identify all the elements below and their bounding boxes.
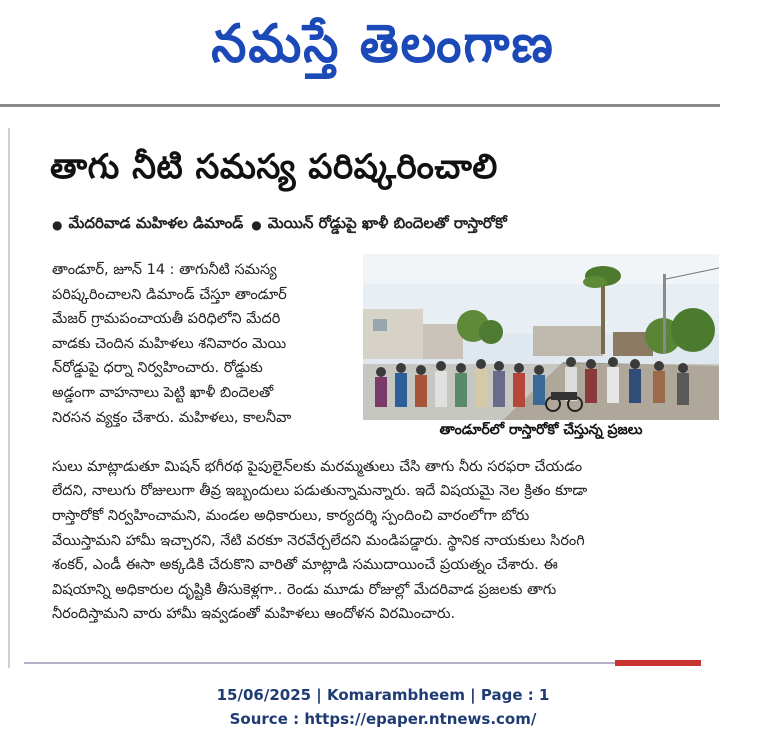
body-line: పరిష్కరించాలని డిమాండ్ చేస్తూ తాండూర్ [52, 286, 287, 303]
clip-border [8, 128, 10, 668]
body-line: రాస్తారోకో నిర్వహించామని, మండల అధికారులు, కార్యదర్శి స్పందించి వారంలోగా బోరు [52, 507, 530, 524]
masthead [0, 0, 766, 100]
footer-edition-info: 15/06/2025 | Komarambheem | Page : 1 [216, 686, 550, 704]
subhead-2: మెయిన్ రోడ్డుపై ఖాళీ బిందెలతో రాస్తారోకో [267, 214, 507, 232]
body-line: శంకర్, ఎండీ ఈసా అక్కడికి చేరుకొని వారితో మాట్లాడి సముదాయించే ప్రయత్నం చేశారు. ఈ [52, 557, 558, 574]
bottom-accent-bar [615, 660, 701, 666]
article-body-column [52, 258, 358, 430]
bullet-icon: ● [52, 218, 63, 232]
body-line: అడ్డంగా వాహనాలు పెట్టి ఖాళీ బిందెలతో [52, 384, 274, 401]
article-photo [363, 254, 719, 420]
masthead-divider [0, 104, 720, 107]
body-line: వేయిస్తామని హామీ ఇచ్చారని, నేటి వరకూ నెరవేర్చలేదని మండిపడ్డారు. స్థానిక నాయకులు సిరంగి [52, 532, 585, 549]
body-line: విషయాన్ని అధికారుల దృష్టికి తీసుకెళ్లగా.. రెండు మూడు రోజుల్లో మేదరివాడ ప్రజలకు తాగు [52, 581, 557, 598]
body-line: వాడకు చెందిన మహిళలు శనివారం మెయి [52, 335, 287, 352]
body-line: సులు మాట్లాడుతూ మిషన్ భగీరథ పైపులైన్‌లకు మరమ్మతులు చేసి తాగు నీరు సరఫరా చేయడం [52, 458, 583, 475]
body-line: నిరసన వ్యక్తం చేశారు. మహిళలు, కాలనీవా [52, 409, 292, 426]
footer-source: Source : https://epaper.ntnews.com/ [229, 710, 537, 728]
bottom-divider [24, 662, 700, 664]
bullet-icon: ● [251, 218, 262, 232]
masthead-title: నమస్తే తెలంగాణ [211, 12, 555, 74]
article-subheads [50, 211, 710, 239]
body-line: లేదని, నాలుగు రోజులుగా తీవ్ర ఇబ్బందులు పడుతున్నామన్నారు. ఇదే విషయమై నెల క్రితం కూడా [52, 483, 588, 500]
body-line: న్‌రోడ్డుపై ధర్నా నిర్వహించారు. రోడ్డుకు [52, 360, 263, 377]
article-body-wide [52, 455, 712, 627]
body-line: నీరందిస్తామని వారు హామీ ఇవ్వడంతో మహిళలు ఆందోళన విరమించారు. [52, 606, 456, 623]
body-line: తాండూర్, జూన్ 14 : తాగునీటి సమస్య [52, 262, 277, 278]
photo-caption: తాండూర్‌లో రాస్తారోకో చేస్తున్న ప్రజలు [439, 422, 643, 438]
body-line: మేజర్ గ్రామపంచాయతీ పరిధిలోని మేదరి [52, 311, 281, 328]
article-headline: తాగు నీటి సమస్య పరిష్కరించాలి [50, 147, 498, 187]
subhead-1: మేదరివాడ మహిళల డిమాండ్ [68, 214, 244, 232]
